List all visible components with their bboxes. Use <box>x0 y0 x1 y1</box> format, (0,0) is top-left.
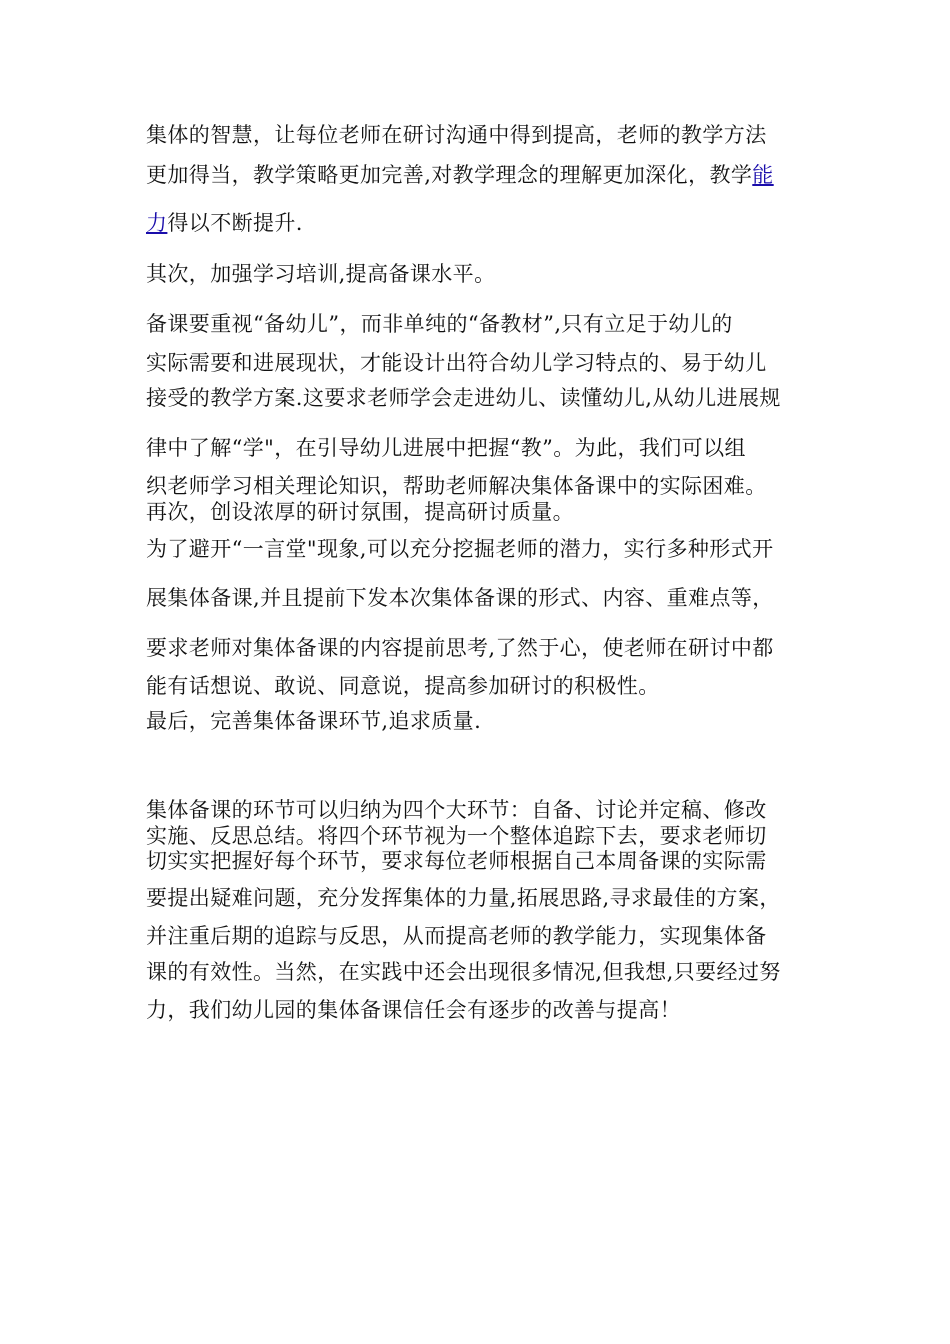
text-line: 能有话想说、敢说、同意说，提高参加研讨的积极性。 <box>146 674 660 698</box>
section-heading: 其次，加强学习培训,提高备课水平。 <box>146 262 496 286</box>
text-line <box>146 163 774 187</box>
text-line: 织老师学习相关理论知识，帮助老师解决集体备课中的实际困难。 <box>146 474 767 498</box>
text-line: 展集体备课,并且提前下发本次集体备课的形式、内容、重难点等， <box>146 586 774 610</box>
text-segment: 更加得当，教学策略更加完善,对教学理念的理解更加深化，教学 <box>146 163 753 187</box>
text-line: 切实实把握好每个环节，要求每位老师根据自己本周备课的实际需 <box>146 849 767 873</box>
text-line: 要求老师对集体备课的内容提前思考,了然于心，使老师在研讨中都 <box>146 636 774 660</box>
section-heading: 最后，完善集体备课环节,追求质量. <box>146 709 482 733</box>
text-line: 接受的教学方案.这要求老师学会走进幼儿、读懂幼儿,从幼儿进展规 <box>146 386 781 410</box>
text-line: 要提出疑难问题，充分发挥集体的力量,拓展思路,寻求最佳的方案， <box>146 886 781 910</box>
hyperlink-li[interactable]: 力 <box>146 211 168 235</box>
hyperlink-neng[interactable]: 能 <box>752 163 774 187</box>
text-line: 课的有效性。当然，在实践中还会出现很多情况,但我想,只要经过努 <box>146 960 781 984</box>
text-line <box>146 211 303 235</box>
text-line: 备课要重视“备幼儿”，而非单纯的“备教材”,只有立足于幼儿的 <box>146 312 733 336</box>
text-line: 为了避开“一言堂"现象,可以充分挖掘老师的潜力，实行多种形式开 <box>146 537 774 561</box>
text-line: 集体的智慧，让每位老师在研讨沟通中得到提高，老师的教学方法 <box>146 123 767 147</box>
text-line: 力，我们幼儿园的集体备课信任会有逐步的改善与提高！ <box>146 998 681 1022</box>
text-segment: 得以不断提升. <box>167 211 303 235</box>
section-heading: 再次，创设浓厚的研讨氛围，提高研讨质量。 <box>146 500 574 524</box>
text-line: 集体备课的环节可以归纳为四个大环节：自备、讨论并定稿、修改 <box>146 798 767 822</box>
text-line: 并注重后期的追踪与反思，从而提高老师的教学能力，实现集体备 <box>146 924 767 948</box>
text-line: 实施、反思总结。将四个环节视为一个整体追踪下去，要求老师切 <box>146 824 767 848</box>
text-line: 实际需要和进展现状，才能设计出符合幼儿学习特点的、易于幼儿 <box>146 351 767 375</box>
text-line: 律中了解“学"，在引导幼儿进展中把握“教”。为此，我们可以组 <box>146 436 746 460</box>
